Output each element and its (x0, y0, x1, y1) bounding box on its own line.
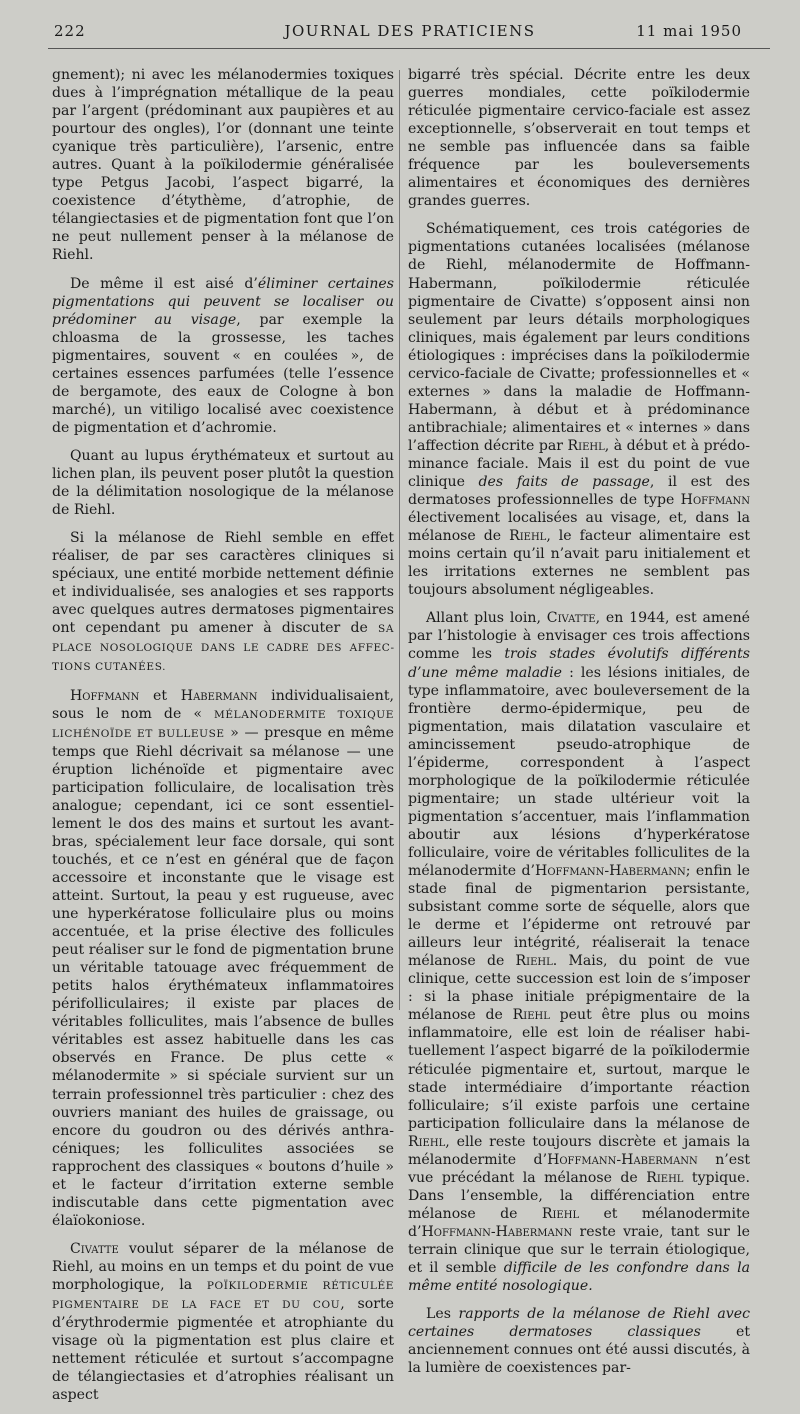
small-caps-heading: SA PLACE NOSOLOGIQUE DANS LE CADRE DES AFFECTIONS CUTANÉES. (52, 623, 395, 674)
journal-title: JOURNAL DES PRATICIENS (284, 22, 536, 40)
paragraph: bigarré très spécial. Décrite entre les deux guerres mondiales, cette poïkilodermie réticulée pigmentaire cervico-faciale est assez exceptionnelle, s’observerait en tout temps et ne semble pas influencée dans sa faible fréquence par les bouleversements alimentaires et économiques des dernières grandes guerres. (408, 67, 750, 210)
author-name: Hoffmann (70, 687, 140, 704)
author-name: Habermann (180, 687, 258, 704)
emphasis: éliminer certaines pigmentations qui peuvent se localiser ou prédominer au visage (52, 275, 394, 328)
page-number: 222 (54, 22, 86, 40)
paragraph: Si la mélanose de Riehl semble en effet réaliser, de par ses caractères cliniques si spéciaux, une entité morbide nettement définie et individualisée, ses analogies et ses rapports avec quelques autres dermatoses pigmentaires ont cependant pu amener à discuter de SA PLACE NOSOLOGIQUE DANS LE CADRE DES AFFECTIONS CUTANÉES. (52, 530, 395, 674)
paragraph: Schématiquement, ces trois catégories de pigmentations cutanées localisées (mélanose de Riehl, mélanodermite de Hoffmann-Habermann, poïkilodermie réticulée pigmentaire de Civatte) s’opposent ainsi non seulement par leurs détails morphologiques cliniques, mais également par leurs conditions étiologiques : imprécises dans la poïkilodermie cervico-faciale de Civatte; professionnelles et « externes » dans la maladie de Hoffmann-Habermann, à début et à prédominance antibrachiale; alimentaires et « internes » dans l’affection décrite par Riehl, à début et à prédominance faciale. Mais il est du point de vue clinique des faits de passage, il est des dermatoses professionnelles de type Hoffmann électivement localisées au visage, et, dans la mélanose de Riehl, le facteur alimentaire est moins certain qu’il n’avait paru initialement et les irritations externes ne semblent pas toujours absolument négligeables. (408, 221, 751, 599)
author-name: Riehl (515, 953, 553, 970)
emphasis: des faits de passage (478, 474, 650, 491)
author-name: Riehl (567, 437, 605, 454)
paragraph: Hoffmann et Habermann individualisaient, sous le nom de « MÉLANODERMITE TOXIQUE LICHÉNOÏDE ET BULLEUSE » — presque en même temps que Riehl décrivait sa mélanose — une éruption lichénoïde et pigmentaire avec participation folliculaire, de localisation très analogue; cependant, ici ce sont essentiellement le dos des mains et surtout les avant-bras, spécialement leur face dorsale, qui sont touchés, et ce n’est en général que de façon accessoire et inconstante que le visage est atteint. Surtout, la peau y est rugueuse, avec une hyperkératose folliculaire plus ou moins accentuée, et la prise élective des follicules peut réaliser sur le fond de pigmentation brune un véritable tatouage avec fréquemment de petits halos érythémateux inflammatoires périfolliculaires; il existe par places de véritables folliculites, mais l’absence de bulles véritables est assez habituelle dans les cas observés en France. De plus cette « mélanodermite » si spéciale survient sur un terrain professionnel très particulier : chez des ouvriers maniant des huiles de graissage, ou encore du goudron ou des dérivés anthracéniques; les folliculites associées se rapprochent des classiques « boutons d’huile » et le facteur d’irritation externe semble indiscutable dans cette pigmentation avec élaïokoniose. (52, 687, 394, 1229)
paragraph: gnement); ni avec les mélanodermies toxiques dues à l’imprégnation métallique de la peau par l’argent (prédominant aux paupières et au pourtour des ongles), l’or (donnant une teinte cyanique très particulière), l’arsenic, entre autres. Quant à la poïkilodermie généralisée type Petgus Jacobi, l’aspect bigarré, la coexistence d’étythème, d’atrophie, de télangiectasies et de pigmentation font que l’on ne peut nullement penser à la mélanose de Riehl. (52, 67, 394, 264)
emphasis: difficile de les confondre dans la même entité nosologique. (408, 1260, 750, 1295)
left-column (52, 66, 394, 1414)
author-name: Hoffmann (680, 492, 750, 509)
author-name: Civatte (70, 1240, 119, 1257)
author-name: Riehl (646, 1169, 684, 1186)
running-header (50, 22, 770, 46)
right-column (408, 66, 750, 1387)
paragraph: Quant au lupus érythémateux et surtout au lichen plan, ils peuvent poser plutôt la question de la délimitation nosologique de la mélanose de Riehl. (52, 447, 394, 519)
author-name: Riehl (541, 1205, 580, 1222)
author-name: Hoffmann-Habermann (535, 863, 686, 880)
author-name: Riehl (512, 1007, 550, 1024)
emphasis: trois stades évolutifs différents d’une même maladie (408, 646, 750, 681)
header-rule (48, 48, 770, 49)
issue-date: 11 mai 1950 (636, 22, 742, 40)
paragraph: Civatte voulut séparer de la mélanose de Riehl, au moins en un temps et du point de vue morphologique, la POÏKILODERMIE RÉTICULÉE PIGMENTAIRE DE LA FACE ET DU COU, sorte d’érythrodermie pigmentée et atrophiante du visage où la pigmentation est plus claire et nettement réticulée et surtout s’accompagne de télangiectasies et d’atrophies réalisant un aspect (52, 1240, 394, 1404)
author-name: Hoffmann-Habermann (421, 1223, 573, 1240)
emphasis: rapports de la mélanose de Riehl avec certaines dermatoses classiques (408, 1306, 750, 1341)
small-caps-term: MÉLANODERMITE TOXIQUE LICHÉNOÏDE ET BULLEUSE (52, 708, 394, 740)
author-name: Riehl (408, 1133, 446, 1150)
author-name: Civatte (546, 610, 596, 627)
column-divider (399, 70, 400, 1010)
paragraph: De même il est aisé d’éliminer certaines pigmentations qui peuvent se localiser ou prédominer au visage, par exemple la chloasma de la grossesse, les taches pigmentaires, souvent « en coulées », de certaines essences parfumées (telle l’essence de bergamote, des eaux de Cologne à bon marché), un vitiligo localisé avec coexistence de pigmentation et d’achromie. (52, 275, 394, 436)
paragraph: Les rapports de la mélanose de Riehl avec certaines dermatoses classiques et anciennement connues ont été aussi discutés, à la lumière de coexistences par- (408, 1306, 750, 1377)
paragraph: Allant plus loin, Civatte, en 1944, est amené par l’histologie à envisager ces trois affections comme les trois stades évolutifs différents d’une même maladie : les lésions initiales, de type inflammatoire, avec bouleversement de la frontière dermo-épidermique, peu de pigmentation, mais dilatation vasculaire et amincissement pseudo-atrophique de l’épiderme, correspondent à l’aspect morphologique de la poïkilodermie réticulée pigmentaire; un stade ultérieur voit la pigmentation s’accentuer, mais l’inflammation aboutir aux lésions d’hyperkératose folliculaire, voire de véritables folliculites de la mélanodermite d’Hoffmann-Habermann; enfin le stade final de pigmentarion persistante, subsistant comme sorte de séquelle, alors que le derme et l’épiderme ont retrouvé par ailleurs leur intégrité, réaliserait la tenace mélanose de Riehl. Mais, du point de vue clinique, cette succession est loin de s’imposer : si la phase initiale prépigmentaire de la mélanose de Riehl peut être plus ou moins inflammatoire, elle est loin de réaliser habituellement l’aspect bigarré de la poïkilodermie réticulée pigmentaire et, surtout, marque le stade intermédiaire d’importante réaction folliculaire; s’il existe parfois une certaine participation folliculaire dans la mélanose de Riehl, elle reste toujours discrète et jamais la mélanodermite d’Hoffmann-Habermann n’est vue précédant la mélanose de Riehl typique. Dans l’ensemble, la différenciation entre mélanose de Riehl et mélanodermite d’Hoffmann-Habermann reste vraie, tant sur le terrain clinique que sur le terrain étiologique, et il semble difficile de les confondre dans la même entité nosologique. (408, 610, 751, 1295)
author-name: Riehl (509, 528, 547, 545)
author-name: Hoffmann-Habermann (547, 1151, 698, 1168)
small-caps-term: POÏKILODERMIE RÉTICULÉE PIGMENTAIRE DE LA FACE ET DU COU (52, 1280, 394, 1312)
